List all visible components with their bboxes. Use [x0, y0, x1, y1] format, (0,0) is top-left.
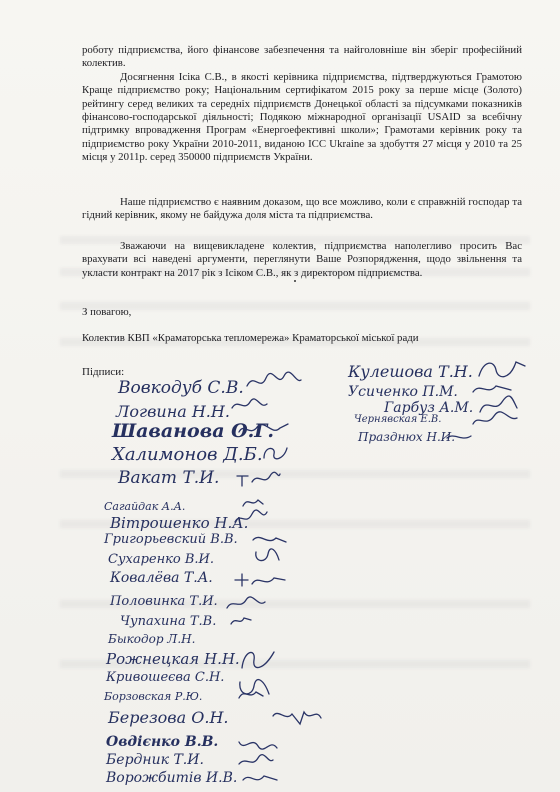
signatures-label: Підписи: [82, 366, 125, 378]
signature-scribble [234, 468, 282, 488]
signature-name: Логвина Н.Н. [116, 402, 230, 421]
signature-scribble [470, 410, 520, 430]
signature-scribble [236, 684, 266, 704]
signature-name: Вітрошенко Н.А. [110, 514, 249, 532]
paragraph-continuation: роботу підприємства, його фінансове забезпечення та найголовніше він зберіг професійний колектив. [82, 44, 522, 70]
signature-scribble [240, 770, 280, 788]
signature-scribble [244, 370, 304, 392]
signature-scribble [236, 752, 276, 772]
signature-scribble [252, 546, 282, 566]
signature-name: Березова О.Н. [108, 708, 229, 727]
signature-name: Ворожбитів И.В. [106, 770, 238, 786]
signature-name: Кривошеєва С.Н. [106, 670, 225, 685]
signature-scribble [228, 612, 254, 628]
signature-name: Чернявская Е.В. [354, 414, 442, 425]
signature-name: Половинка Т.И. [110, 594, 218, 609]
signature-scribble [232, 508, 270, 528]
signature-name: Григорьевский В.В. [104, 532, 238, 547]
signature-name: Вакат Т.И. [118, 468, 220, 488]
signature-scribble [230, 396, 270, 414]
signature-name: Овдієнко В.В. [106, 734, 219, 750]
paragraph-proof [82, 196, 522, 223]
stray-mark [294, 280, 296, 282]
signature-scribble [236, 734, 280, 754]
paragraph-request-text: Зважаючи на вищевикладене колектив, підприємства наполегливо просить Вас врахувати всі наведені аргументи, переглянути Ваше Розпорядження, щодо звільнення та укласти контракт на 2017 рік з Ісіком С.В., як з директором підприємства. [82, 240, 522, 279]
signature-scribble [476, 356, 528, 382]
signature-scribble [260, 442, 290, 462]
signature-name: Празднюх Н.И. [358, 430, 456, 444]
signature-name: Бердник Т.И. [106, 752, 204, 768]
letter-body [82, 44, 522, 165]
signature-scribble [232, 570, 288, 590]
signature-name: Чупахина Т.В. [120, 614, 217, 629]
paragraph-proof-text: Наше підприємство є наявним доказом, що все можливо, коли є справжній господар та гідний керівник, якому не байдужа доля міста та підприємства. [82, 196, 522, 222]
signature-scribble [270, 706, 324, 728]
signature-name: Вовкодуб С.В. [118, 378, 244, 398]
signature-name: Рожнецкая Н.Н. [106, 650, 240, 668]
signature-scribble [236, 418, 290, 440]
signature-name: Халимонов Д.Б. [112, 444, 263, 465]
signature-name: Усиченко П.М. [348, 384, 458, 400]
signature-name: Кулешова Т.Н. [348, 362, 473, 381]
paragraph-achievements: Досягнення Ісіка С.В., в якості керівника підприємства, підтверджуються Грамотою Краще підприємство року; Національним сертифікатом 2015 року за перше місце (Золото) рейтингу серед великих та середніх підприємств Донецької області за підсумками показників фінансово-господарської діяльності; Подякою міжнародної організації USAID за всебічну підтримку впровадження Програм «Енергоефективні школи»; Грамотами керівник року та підприємство року України 2010-2011, виданою ICC Ukraine за здобуття 27 місця у 2010 та 25 місця у 2011р. серед 350000 підприємств України. [82, 70, 522, 164]
sender-line: Колектив КВП «Краматорська тепломережа» Краматорської міської ради [82, 332, 419, 344]
signature-name: Шаванова О.Г. [112, 420, 275, 442]
closing: З повагою, [82, 306, 132, 318]
paragraph-request [82, 240, 522, 280]
signature-name: Борзовская Р.Ю. [104, 690, 203, 703]
signature-scribble [444, 430, 474, 444]
signature-name: Гарбуз А.М. [384, 400, 474, 416]
signature-name: Сагайдак А.А. [104, 500, 186, 513]
signature-name: Ковалёва Т.А. [110, 570, 213, 586]
signature-scribble [238, 646, 278, 674]
signature-scribble [224, 594, 268, 614]
signature-name: Сухаренко В.И. [108, 552, 215, 567]
signature-name: Быкодор Л.Н. [108, 632, 196, 646]
